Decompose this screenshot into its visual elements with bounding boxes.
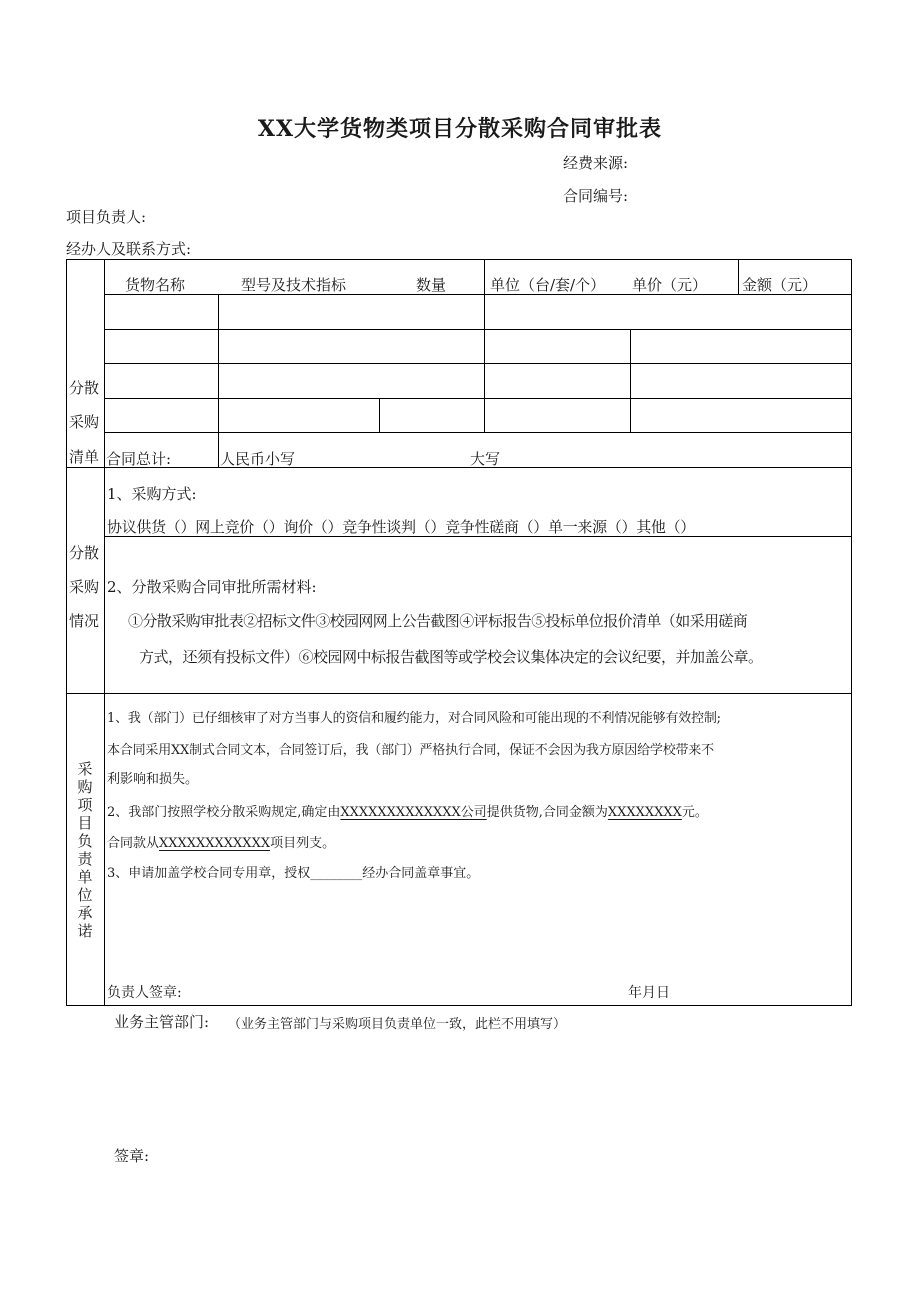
commitment-3-suffix: 经办合同盖章事宜。 xyxy=(362,866,480,881)
materials-title: 2、分散采购合同审批所需材料: xyxy=(107,578,317,596)
date-label: 年月日 xyxy=(628,985,670,1001)
col-goods-name: 货物名称 xyxy=(125,276,186,294)
section1-label-line1: 分散 xyxy=(69,379,100,397)
business-dept-note: （业务主管部门与采购项目负责单位一致，此栏不用填写） xyxy=(228,1017,567,1032)
total-label: 合同总计: xyxy=(106,450,172,468)
authorized-person-blank: ________ xyxy=(310,866,363,881)
commitment-2 xyxy=(107,801,708,820)
commitment-line-2: 本合同采用XX制式合同文本，合同签订后，我（部门）严格执行合同，保证不会因为我方原因给学校带来不 xyxy=(107,743,714,758)
col-unit: 单位（台/套/个） xyxy=(490,276,606,294)
procurement-method-title: 1、采购方式: xyxy=(107,485,197,503)
section2-label-line1: 分散 xyxy=(69,544,100,562)
seal-label: 签章: xyxy=(114,1147,150,1165)
col-model-spec: 型号及技术指标 xyxy=(241,276,347,294)
section3-label: 采购项目负责单位承诺 xyxy=(77,760,93,940)
funding-source-label: 经费来源: xyxy=(563,154,629,172)
col-quantity: 数量 xyxy=(416,276,447,294)
section2-label-line2: 采购 xyxy=(69,578,100,596)
handler-label: 经办人及联系方式: xyxy=(66,240,192,258)
project-leader-label: 项目负责人: xyxy=(66,208,147,226)
commitment-line-1: 1、我（部门）已仔细核审了对方当事人的资信和履约能力，对合同风险和可能出现的不利情况能够有效控制; xyxy=(107,711,721,726)
commitment-2b-prefix: 合同款从 xyxy=(107,836,160,851)
contract-no-label: 合同编号: xyxy=(563,187,629,205)
section1-label-line3: 清单 xyxy=(69,448,100,466)
commitment-2-prefix: 2、我部门按照学校分散采购规定,确定由 xyxy=(107,805,341,820)
commitment-2-suffix: 元。 xyxy=(681,805,708,820)
rmb-lower-label: 人民币小写 xyxy=(220,450,296,468)
commitment-3 xyxy=(107,862,479,881)
commitment-2-mid: 提供货物,合同金额为 xyxy=(486,805,608,820)
procurement-method-options: 协议供货（）网上竞价（）询价（）竞争性谈判（）竞争性磋商（）单一来源（）其他（） xyxy=(107,518,696,536)
rmb-upper-label: 大写 xyxy=(470,450,501,468)
commitment-2b-suffix: 项目列支。 xyxy=(270,836,336,851)
section1-label-line2: 采购 xyxy=(69,413,100,431)
col-unit-price: 单价（元） xyxy=(632,276,708,294)
page-title: XX大学货物类项目分散采购合同审批表 xyxy=(257,116,663,142)
supplier-company: XXXXXXXXXXXXX公司 xyxy=(340,805,487,820)
materials-line-2: 方式，还须有投标文件）⑥校园网中标报告截图等或学校会议集体决定的会议纪要，并加盖公章。 xyxy=(139,648,763,666)
commitment-line-3: 利影响和损失。 xyxy=(107,772,199,787)
signer-label: 负责人签章: xyxy=(107,985,182,1001)
materials-line-1: ①分散采购审批表②招标文件③校园网网上公告截图④评标报告⑤投标单位报价清单（如采用磋商 xyxy=(128,612,748,630)
contract-amount: XXXXXXXX xyxy=(607,805,682,820)
commitment-3-prefix: 3、申请加盖学校合同专用章，授权 xyxy=(107,866,311,881)
commitment-2b xyxy=(107,832,335,851)
section2-label-line3: 情况 xyxy=(69,612,100,630)
funding-project: XXXXXXXXXXXX xyxy=(159,836,271,851)
business-dept-label: 业务主管部门: xyxy=(114,1013,210,1031)
col-amount: 金额（元） xyxy=(742,276,818,294)
